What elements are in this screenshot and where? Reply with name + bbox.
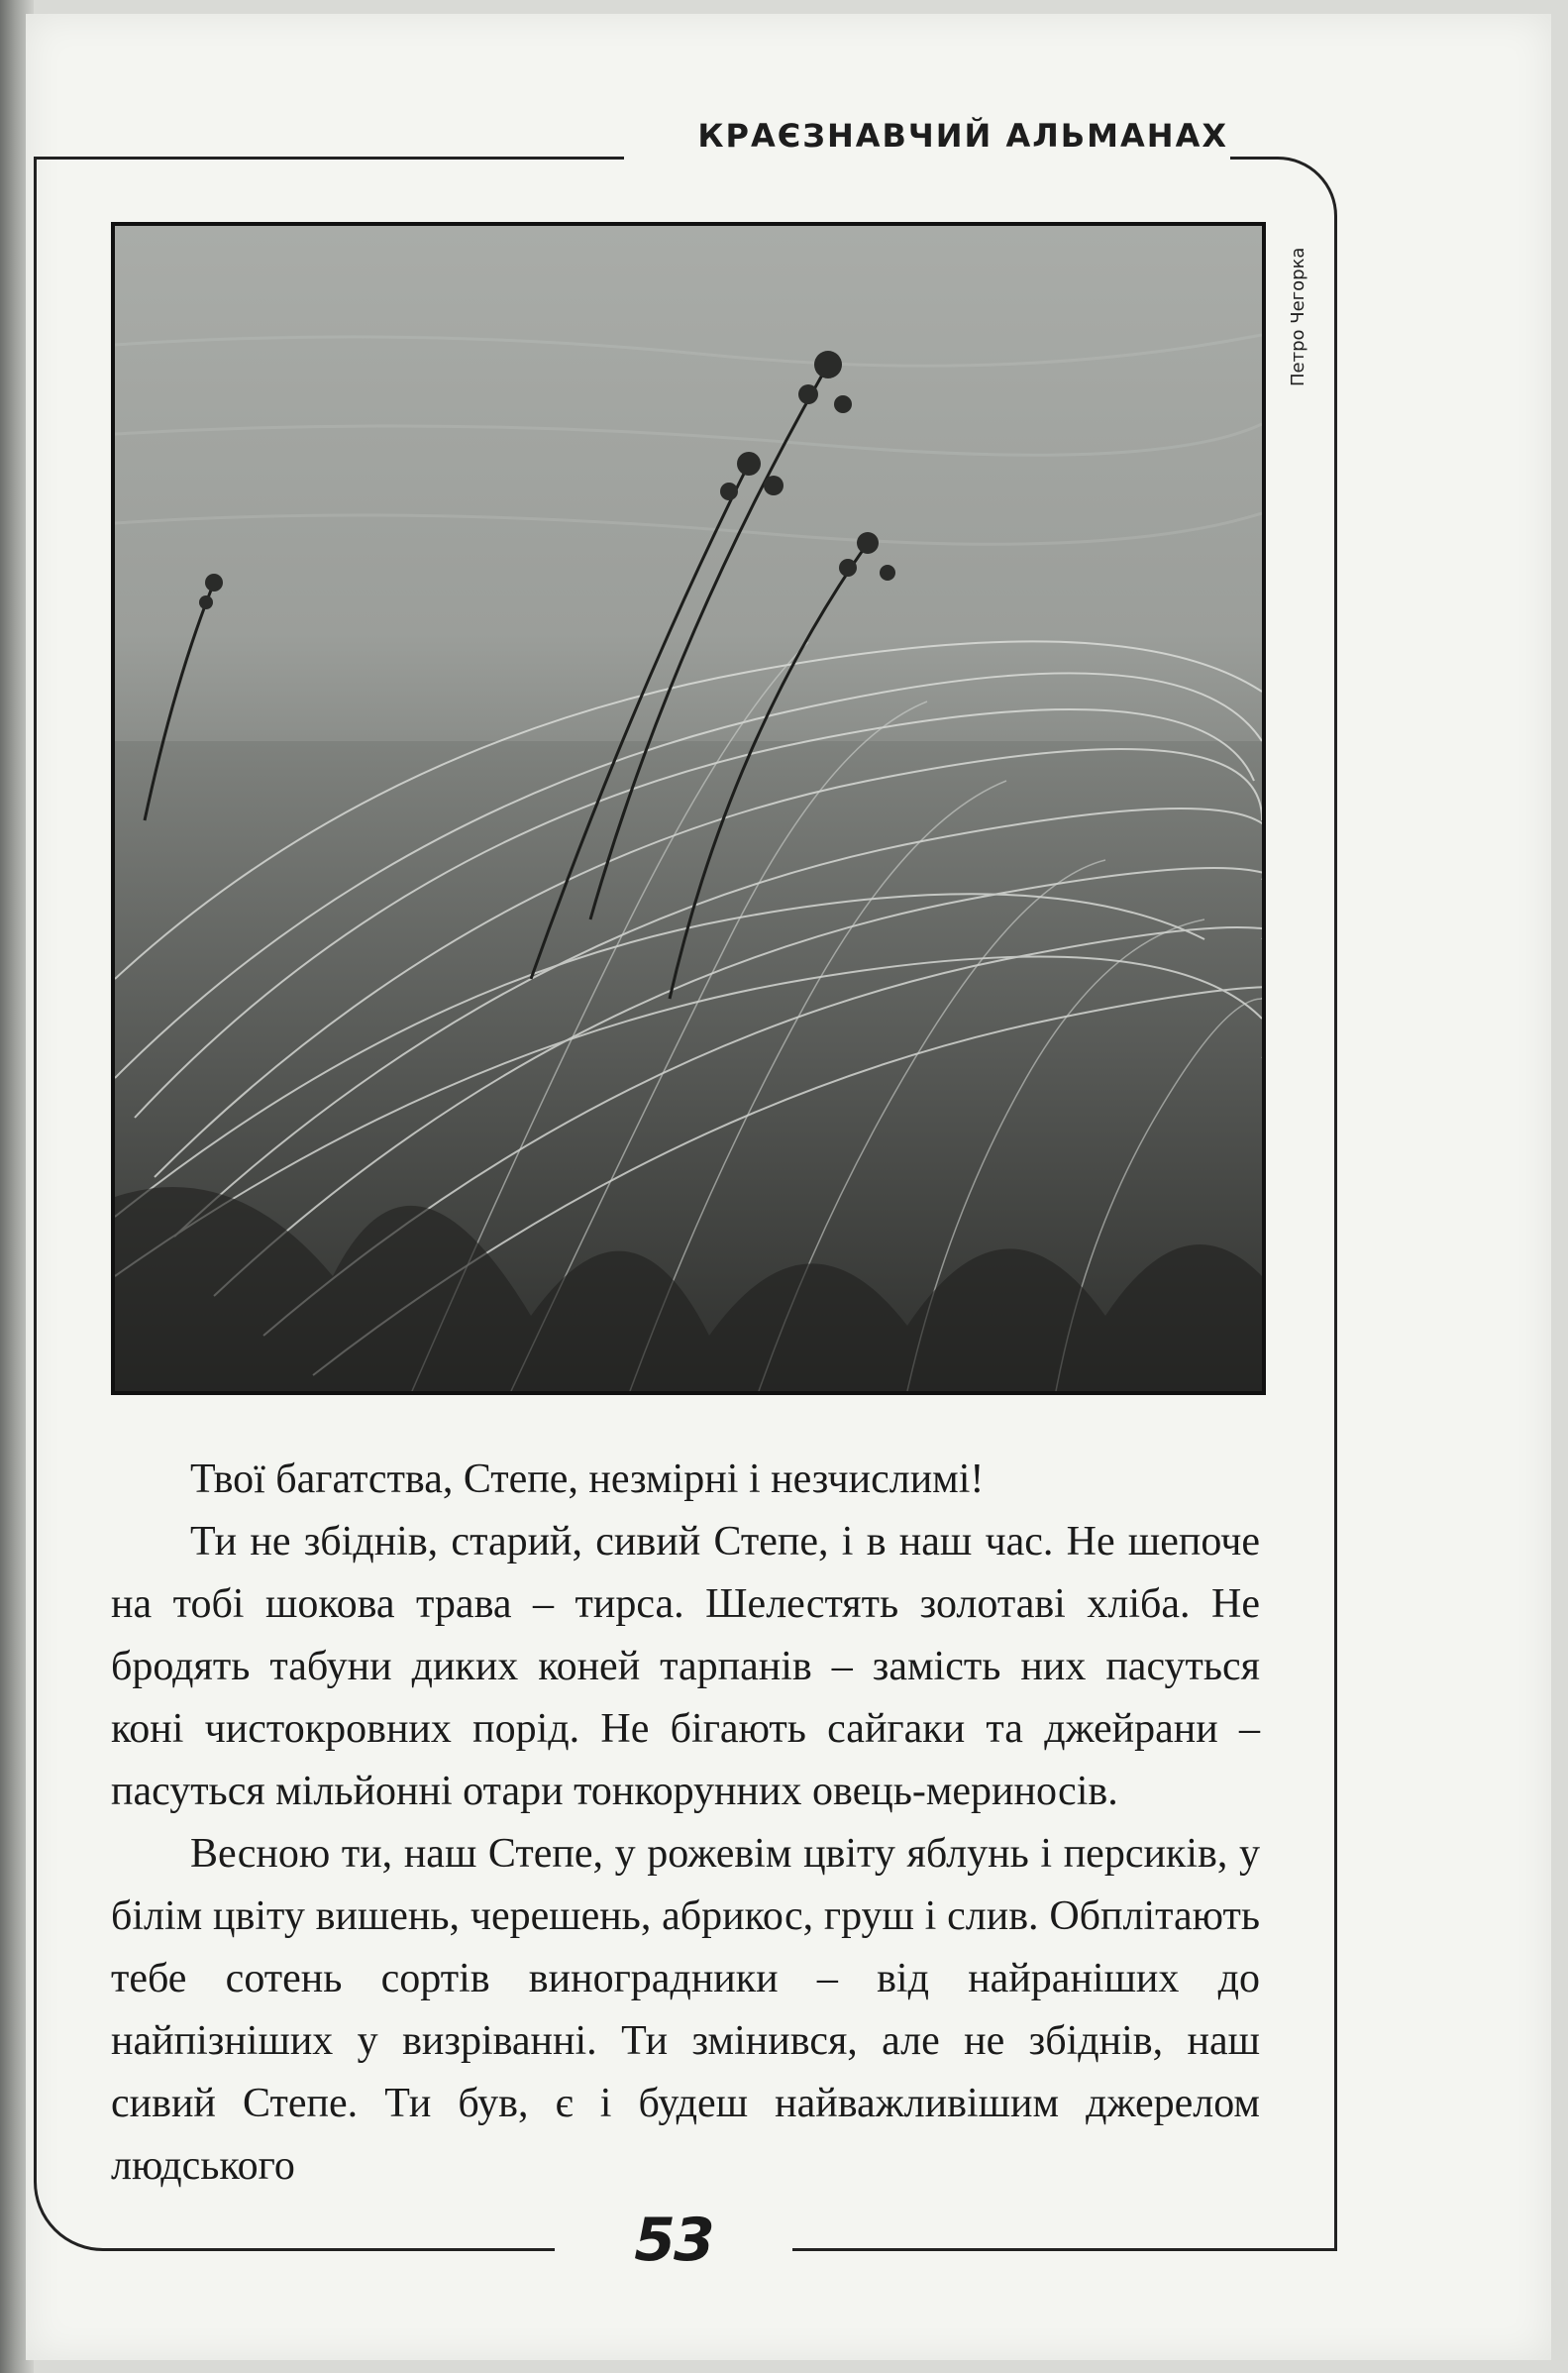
page-number: 53 <box>634 2206 713 2275</box>
paragraph: Ти не збіднів, старий, сивий Степе, і в наш час. Не шепоче на тобі шокова трава – тирса. Шелестять золотаві хліба. Не бродять табуни диких коней тарпанів – замість них пасуться коні чистокровних порід. Не бігають сайгаки та джейрани – пасуться мільйонні отари тонкорунних овець-мериносів. <box>111 1519 1260 1814</box>
paragraph: Весною ти, наш Степе, у рожевім цвіту яблунь і персиків, у білім цвіту вишень, черешень, абрикос, груш і слив. Обплітають тебе сотень сортів виноградники – від найраніших до найпізніших у визріванні. Ти змінився, але не збіднів, наш сивий Степе. Ти був, є і будеш найважливішим джерелом людського <box>111 1831 1260 2189</box>
photo-credit <box>1262 228 1308 426</box>
paragraph: Твої багатства, Степе, незмірні і незчислимі! <box>190 1456 985 1502</box>
body-text <box>111 1449 1260 2198</box>
steppe-grass-photo <box>111 222 1266 1395</box>
photo-credit-text: Петро Чегорка <box>1288 247 1308 386</box>
running-header: КРАЄЗНАВЧИЙ АЛЬМАНАХ <box>697 117 1228 155</box>
